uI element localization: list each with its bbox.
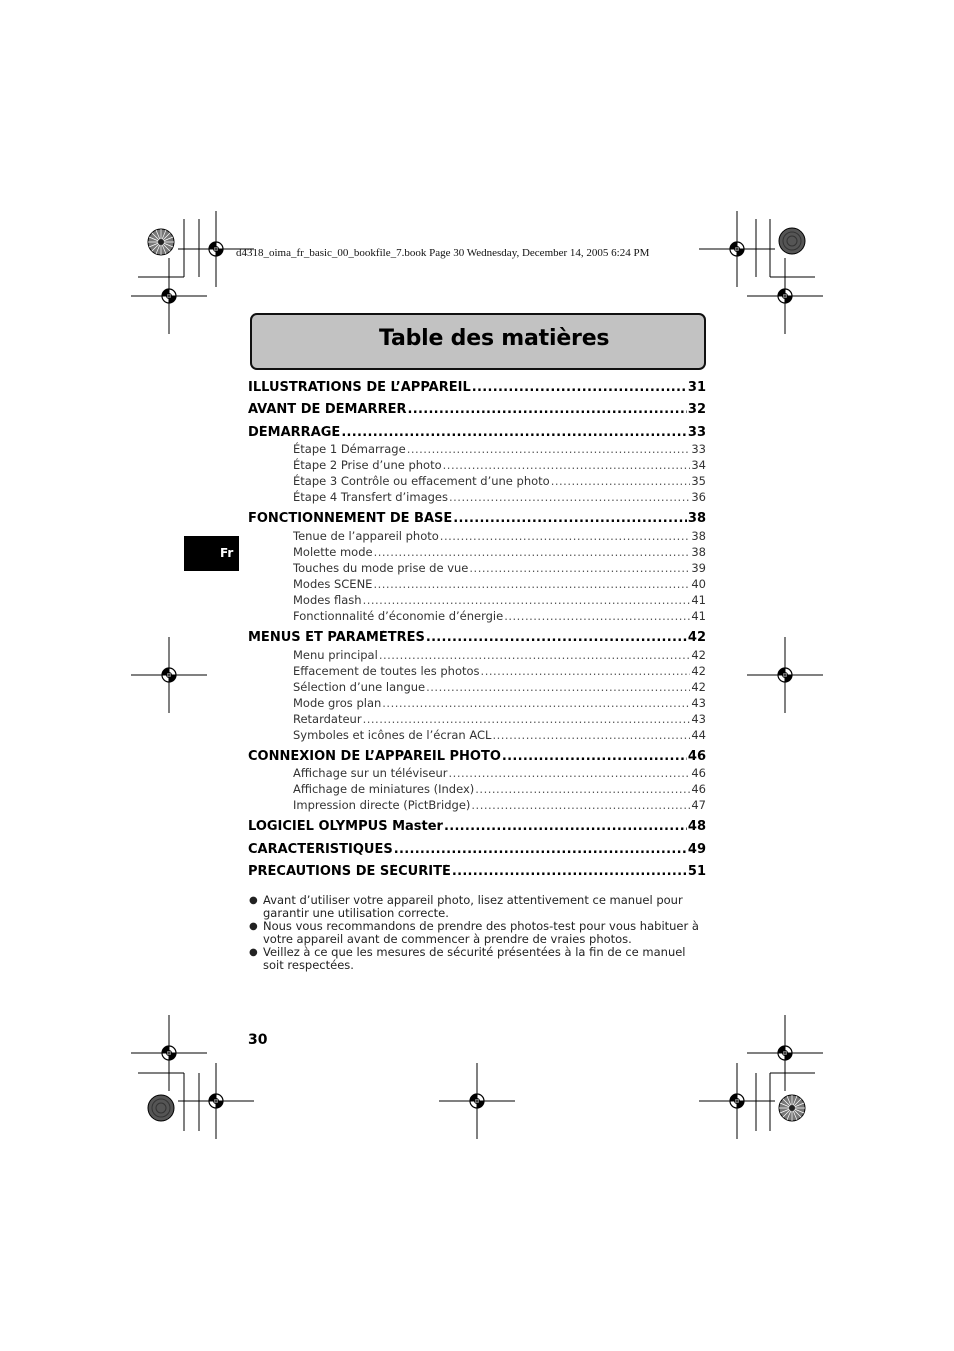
toc-entry-page: 44 bbox=[691, 728, 706, 742]
toc-entry-label: ILLUSTRATIONS DE L’APPAREIL bbox=[248, 380, 471, 395]
toc-entry-page: 42 bbox=[691, 648, 706, 662]
dot-leader bbox=[407, 402, 686, 417]
dot-leader bbox=[472, 380, 687, 395]
toc-entry-label: LOGICIEL OLYMPUS Master bbox=[248, 819, 443, 834]
toc-subsection-entry bbox=[293, 529, 706, 543]
toc-entry-label: Symboles et icônes de l’écran ACL bbox=[293, 728, 492, 742]
toc-entry-page: 46 bbox=[687, 749, 706, 764]
dot-leader bbox=[407, 442, 691, 456]
toc-entry-label: AVANT DE DÉMARRER bbox=[248, 402, 407, 417]
dot-leader bbox=[492, 728, 690, 742]
title-banner bbox=[250, 313, 706, 370]
toc-entry-label: Mode gros plan bbox=[293, 696, 382, 710]
toc-entry-page: 51 bbox=[687, 864, 706, 879]
toc-entry-page: 46 bbox=[691, 782, 706, 796]
toc-subsection-entry bbox=[293, 490, 706, 504]
toc-subsection-entry bbox=[293, 474, 706, 488]
toc-section-entry bbox=[248, 864, 706, 879]
toc-entry-label: Molette mode bbox=[293, 545, 373, 559]
dot-leader bbox=[379, 648, 691, 662]
toc-subsection-entry bbox=[293, 577, 706, 591]
toc-entry-page: 47 bbox=[691, 798, 706, 812]
toc-subsection-entry bbox=[293, 648, 706, 662]
toc-entry-label: Étape 1 Démarrage bbox=[293, 442, 406, 456]
toc-subsection-entry bbox=[293, 593, 706, 607]
toc-entry-label: Tenue de l’appareil photo bbox=[293, 529, 439, 543]
toc-entry-page: 36 bbox=[691, 490, 706, 504]
toc-entry-label: Menu principal bbox=[293, 648, 378, 662]
dot-leader bbox=[440, 529, 691, 543]
toc-entry-page: 43 bbox=[691, 712, 706, 726]
toc-section-entry bbox=[248, 511, 706, 526]
toc-subsection-entry bbox=[293, 728, 706, 742]
toc-entry-page: 42 bbox=[687, 630, 706, 645]
toc-entry-page: 33 bbox=[687, 425, 706, 440]
toc-entry-page: 38 bbox=[691, 545, 706, 559]
toc-section-entry bbox=[248, 425, 706, 440]
dot-leader bbox=[453, 511, 687, 526]
toc-entry-label: Impression directe (PictBridge) bbox=[293, 798, 471, 812]
toc-entry-page: 42 bbox=[691, 664, 706, 678]
dot-leader bbox=[374, 545, 691, 559]
toc-entry-label: Effacement de toutes les photos bbox=[293, 664, 480, 678]
toc-entry-label: CONNEXION DE L’APPAREIL PHOTO bbox=[248, 749, 501, 764]
toc-entry-label: Fonctionnalité d’économie d’énergie bbox=[293, 609, 504, 623]
toc-subsection-entry bbox=[293, 442, 706, 456]
notes-list bbox=[248, 894, 708, 972]
dot-leader bbox=[449, 766, 691, 780]
dot-leader bbox=[471, 798, 690, 812]
toc-subsection-entry bbox=[293, 680, 706, 694]
dot-leader bbox=[443, 458, 691, 472]
dot-leader bbox=[504, 609, 690, 623]
bullet-icon: ● bbox=[249, 947, 258, 958]
toc-entry-page: 40 bbox=[691, 577, 706, 591]
dot-leader bbox=[373, 577, 690, 591]
file-info-header: d4318_oima_fr_basic_00_bookfile_7.book Page 30 Wednesday, December 14, 2005 6:24 PM bbox=[236, 247, 650, 259]
dot-leader bbox=[502, 749, 687, 764]
toc-subsection-entry bbox=[293, 766, 706, 780]
toc-entry-label: Modes flash bbox=[293, 593, 362, 607]
bullet-icon: ● bbox=[249, 895, 258, 906]
toc-entry-page: 38 bbox=[687, 511, 706, 526]
toc-entry-label: PRÉCAUTIONS DE SÉCURITÉ bbox=[248, 864, 451, 879]
toc-entry-page: 33 bbox=[691, 442, 706, 456]
toc-entry-page: 39 bbox=[691, 561, 706, 575]
toc-entry-label: Étape 4 Transfert d’images bbox=[293, 490, 448, 504]
toc-entry-page: 35 bbox=[691, 474, 706, 488]
note-text: Nous vous recommandons de prendre des photos-test pour vous habituer à votre appareil avant de commencer à prendre de vraies photos. bbox=[263, 919, 699, 946]
note-item bbox=[248, 894, 708, 920]
toc-section-entry bbox=[248, 380, 706, 395]
dot-leader bbox=[452, 864, 687, 879]
page-number: 30 bbox=[248, 1032, 268, 1048]
dot-leader bbox=[341, 425, 687, 440]
note-text: Avant d’utiliser votre appareil photo, lisez attentivement ce manuel pour garantir une utilisation correcte. bbox=[263, 893, 683, 920]
dot-leader bbox=[469, 561, 690, 575]
toc-entry-page: 31 bbox=[687, 380, 706, 395]
toc-subsection-entry bbox=[293, 782, 706, 796]
toc-subsection-entry bbox=[293, 696, 706, 710]
toc-entry-page: 49 bbox=[687, 842, 706, 857]
toc-entry-label: DÉMARRAGE bbox=[248, 425, 341, 440]
toc-entry-label: Étape 3 Contrôle ou effacement d’une photo bbox=[293, 474, 550, 488]
toc-section-entry bbox=[248, 819, 706, 834]
toc-entry-label: Sélection d’une langue bbox=[293, 680, 426, 694]
toc-entry-page: 42 bbox=[691, 680, 706, 694]
toc-subsection-entry bbox=[293, 561, 706, 575]
dot-leader bbox=[363, 593, 691, 607]
dot-leader bbox=[426, 680, 690, 694]
dot-leader bbox=[481, 664, 691, 678]
dot-leader bbox=[475, 782, 690, 796]
toc-entry-label: MENUS ET PARAMÈTRES bbox=[248, 630, 425, 645]
toc-section-entry bbox=[248, 749, 706, 764]
toc-entry-page: 38 bbox=[691, 529, 706, 543]
dot-leader bbox=[382, 696, 690, 710]
toc-subsection-entry bbox=[293, 609, 706, 623]
toc-subsection-entry bbox=[293, 712, 706, 726]
toc-subsection-entry bbox=[293, 664, 706, 678]
toc-entry-page: 48 bbox=[687, 819, 706, 834]
dot-leader bbox=[363, 712, 691, 726]
toc-entry-label: CARACTÉRISTIQUES bbox=[248, 842, 393, 857]
language-tab-label: Fr bbox=[220, 546, 234, 560]
toc-entry-label: Affichage sur un téléviseur bbox=[293, 766, 448, 780]
toc-subsection-entry bbox=[293, 458, 706, 472]
toc-entry-label: Modes SCENE bbox=[293, 577, 373, 591]
toc-section-entry bbox=[248, 402, 706, 417]
dot-leader bbox=[449, 490, 690, 504]
dot-leader bbox=[444, 819, 687, 834]
note-item bbox=[248, 920, 708, 946]
toc-entry-page: 43 bbox=[691, 696, 706, 710]
toc-subsection-entry bbox=[293, 798, 706, 812]
dot-leader bbox=[394, 842, 687, 857]
dot-leader bbox=[551, 474, 691, 488]
toc-entry-label: FONCTIONNEMENT DE BASE bbox=[248, 511, 453, 526]
note-text: Veillez à ce que les mesures de sécurité présentées à la fin de ce manuel soit respectées. bbox=[263, 945, 686, 972]
toc-entry-page: 34 bbox=[691, 458, 706, 472]
toc-entry-page: 46 bbox=[691, 766, 706, 780]
toc-section-entry bbox=[248, 630, 706, 645]
language-tab bbox=[184, 536, 239, 571]
toc-section-entry bbox=[248, 842, 706, 857]
toc-entry-page: 41 bbox=[691, 593, 706, 607]
toc-subsection-entry bbox=[293, 545, 706, 559]
toc-entry-label: Touches du mode prise de vue bbox=[293, 561, 469, 575]
dot-leader bbox=[426, 630, 687, 645]
toc-entry-label: Étape 2 Prise d’une photo bbox=[293, 458, 442, 472]
toc-entry-page: 41 bbox=[691, 609, 706, 623]
note-item bbox=[248, 946, 708, 972]
toc-entry-label: Affichage de miniatures (Index) bbox=[293, 782, 475, 796]
page-title: Table des matières bbox=[379, 326, 610, 351]
toc-entry-label: Retardateur bbox=[293, 712, 362, 726]
toc-entry-page: 32 bbox=[687, 402, 706, 417]
bullet-icon: ● bbox=[249, 921, 258, 932]
